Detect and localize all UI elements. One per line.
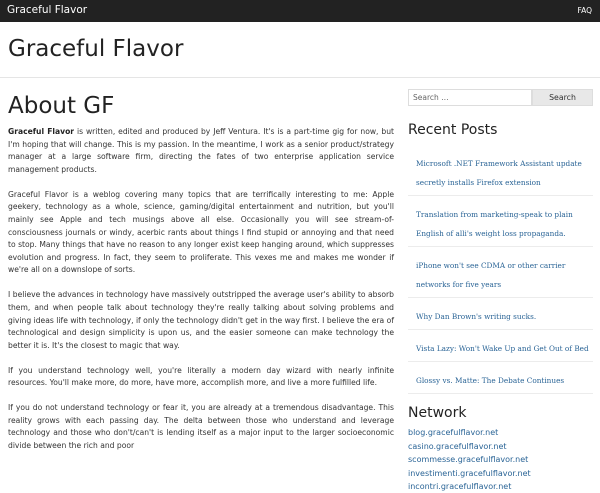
paragraph-topics: Graceful Flavor is a weblog covering many topics that are terrifically interesting to me: Apple geekery, technology as a whole, science, gaming/digital entertainment and nutrition, but you'll mainly see Apple and tech musings above all else. Occasionally you will see stream-of-consciousness journals or windy, acerbic rants about things I find stupid or annoying and that need to stop. Many things that have no reason to any longer exist keep hanging around, which suppresses evolution and progress. In fact, they seem to proliferate. This vexes me and makes me wonder if we're all on a downslope of sorts. bbox=[8, 189, 394, 275]
list-item bbox=[408, 362, 593, 394]
list-item bbox=[408, 247, 593, 298]
paragraph-wizard: If you understand technology well, you're literally a modern day wizard with nearly infinite resources. You'll make more, do more, have more, accomplish more, and live a more fulfilled life. bbox=[8, 365, 394, 388]
list-item bbox=[408, 452, 593, 466]
network-list bbox=[408, 425, 593, 493]
search-form bbox=[408, 89, 593, 106]
list-item bbox=[408, 196, 593, 247]
main-content bbox=[8, 92, 394, 465]
paragraph-intro bbox=[8, 126, 394, 176]
network-link[interactable]: scommesse.gracefulflavor.net bbox=[408, 455, 529, 465]
network-link[interactable]: blog.gracefulflavor.net bbox=[408, 428, 499, 437]
list-item bbox=[408, 439, 593, 453]
recent-post-link[interactable]: Glossy vs. Matte: The Debate Continues bbox=[416, 376, 565, 385]
top-navbar bbox=[0, 0, 600, 22]
network-link[interactable]: incontri.gracefulflavor.net bbox=[408, 482, 512, 492]
list-item bbox=[408, 479, 593, 493]
list-item bbox=[408, 145, 593, 196]
paragraph-advances: I believe the advances in technology have massively outstripped the average user's ability to absorb them, and when people talk about technology they're really talking about solving problems and giving ideas life with technology, if only the technology didn't get in the way first. I believe the era of technological and design simplicity is upon us, and the easier someone can make technology the better it is. It's the closest to magic that way. bbox=[8, 290, 394, 350]
paragraph-disadvantage: If you do not understand technology or fear it, you are already at a tremendous disadvantage. This reality grows with each passing day. The delta between those who understand and leverage technology and those who don't/can't is lending itself as a major input to the larger socioeconomic divide between the rich and poor bbox=[8, 403, 394, 451]
page-title: About GF bbox=[8, 93, 115, 119]
recent-post-link[interactable]: iPhone won't see CDMA or other carrier networks for five years bbox=[416, 261, 566, 289]
intro-bold-name: Graceful Flavor bbox=[8, 127, 75, 136]
nav-faq-link[interactable]: FAQ bbox=[577, 6, 592, 15]
search-input[interactable] bbox=[408, 89, 532, 106]
network-title: Network bbox=[408, 405, 467, 421]
network-link[interactable]: investimenti.gracefulflavor.net bbox=[408, 468, 531, 478]
search-button[interactable]: Search bbox=[532, 89, 593, 106]
recent-post-link[interactable]: Vista Lazy: Won't Wake Up and Get Out of Bed bbox=[416, 344, 589, 353]
site-title-link[interactable]: Graceful Flavor bbox=[8, 36, 184, 62]
recent-posts-list bbox=[408, 145, 593, 394]
recent-posts-title: Recent Posts bbox=[408, 122, 498, 138]
list-item bbox=[408, 425, 593, 439]
network-link[interactable]: casino.gracefulflavor.net bbox=[408, 441, 507, 451]
site-header bbox=[0, 22, 600, 78]
list-item bbox=[408, 466, 593, 480]
intro-text: is written, edited and produced by Jeff Ventura. It's is a part-time gig for now, but I'm hoping that will change. This is my passion. In the meantime, I work as a senior product/strategy manager at a large software firm, directing the fates of two enterprise application service management products. bbox=[8, 127, 394, 174]
sidebar bbox=[408, 89, 593, 493]
list-item bbox=[408, 330, 593, 362]
navbar-brand-link[interactable]: Graceful Flavor bbox=[7, 4, 88, 16]
recent-post-link[interactable]: Translation from marketing-speak to plain English of alli's weight loss propaganda. bbox=[416, 210, 573, 238]
recent-post-link[interactable]: Why Dan Brown's writing sucks. bbox=[416, 312, 537, 321]
list-item bbox=[408, 298, 593, 330]
recent-post-link[interactable]: Microsoft .NET Framework Assistant update secretly installs Firefox extension bbox=[416, 159, 582, 187]
